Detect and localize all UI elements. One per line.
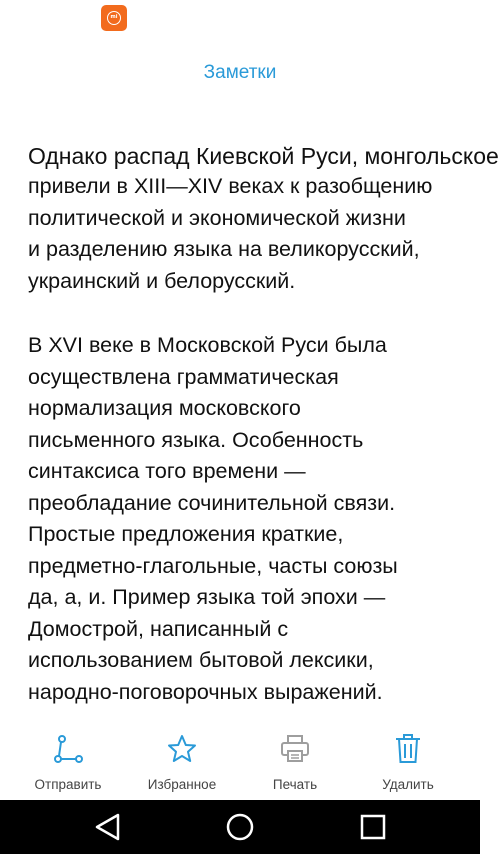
delete-button[interactable] [353, 724, 463, 800]
text-line: Домострой, написанный с [28, 616, 289, 641]
paragraph-2 [28, 330, 468, 708]
text-line: использованием бытовой лексики, [28, 648, 374, 672]
text-line: В XVI веке в Московской Руси была [28, 333, 387, 357]
print-button[interactable] [240, 724, 350, 800]
print-label: Печать [272, 777, 318, 792]
trash-icon [393, 734, 423, 764]
delete-label: Удалить [382, 777, 434, 792]
text-line: преобладание сочинительной связи. [28, 490, 396, 515]
text-line: предметно-глагольные, часты союзы [28, 553, 398, 578]
favorite-label: Избранное [147, 777, 217, 792]
text-line: синтаксиса того времени — [28, 459, 306, 483]
note-content[interactable] [0, 143, 499, 720]
send-button[interactable] [13, 724, 123, 800]
text-line: осуществлена грамматическая [28, 364, 339, 389]
home-circle-icon [222, 810, 258, 844]
home-button[interactable] [222, 810, 258, 844]
favorite-button[interactable] [127, 724, 237, 800]
text-line: политической и экономической жизни [28, 205, 406, 230]
text-line: Простые предложения краткие, [28, 522, 344, 546]
bottom-action-bar [0, 724, 480, 800]
text-line: нормализация московского [28, 396, 301, 420]
status-bar [0, 0, 480, 36]
text-line: письменного языка. Особенность [28, 427, 364, 452]
text-line: и разделению языка на великорусский, [28, 237, 420, 261]
star-icon [167, 734, 197, 764]
paragraph-1 [28, 171, 468, 297]
system-nav-bar [0, 800, 480, 854]
text-line: привели в XIII—XIV веках к разобщению [28, 174, 433, 198]
text-line: украинский и белорусский. [28, 268, 296, 293]
partial-text-line: Однако распад Киевской Руси, монгольское [28, 143, 499, 169]
text-line: народно-поговорочных выражений. [28, 679, 383, 704]
recents-square-icon [355, 810, 391, 844]
send-label: Отправить [34, 777, 102, 792]
back-button[interactable] [90, 810, 126, 844]
mi-app-icon: mi [101, 5, 127, 31]
printer-icon [280, 734, 310, 764]
back-triangle-icon [90, 810, 126, 844]
title-bar [0, 36, 480, 110]
page-title: Заметки [203, 62, 277, 83]
text-line: да, а, и. Пример языка той эпохи — [28, 585, 386, 609]
share-icon [53, 734, 83, 764]
recents-button[interactable] [355, 810, 391, 844]
